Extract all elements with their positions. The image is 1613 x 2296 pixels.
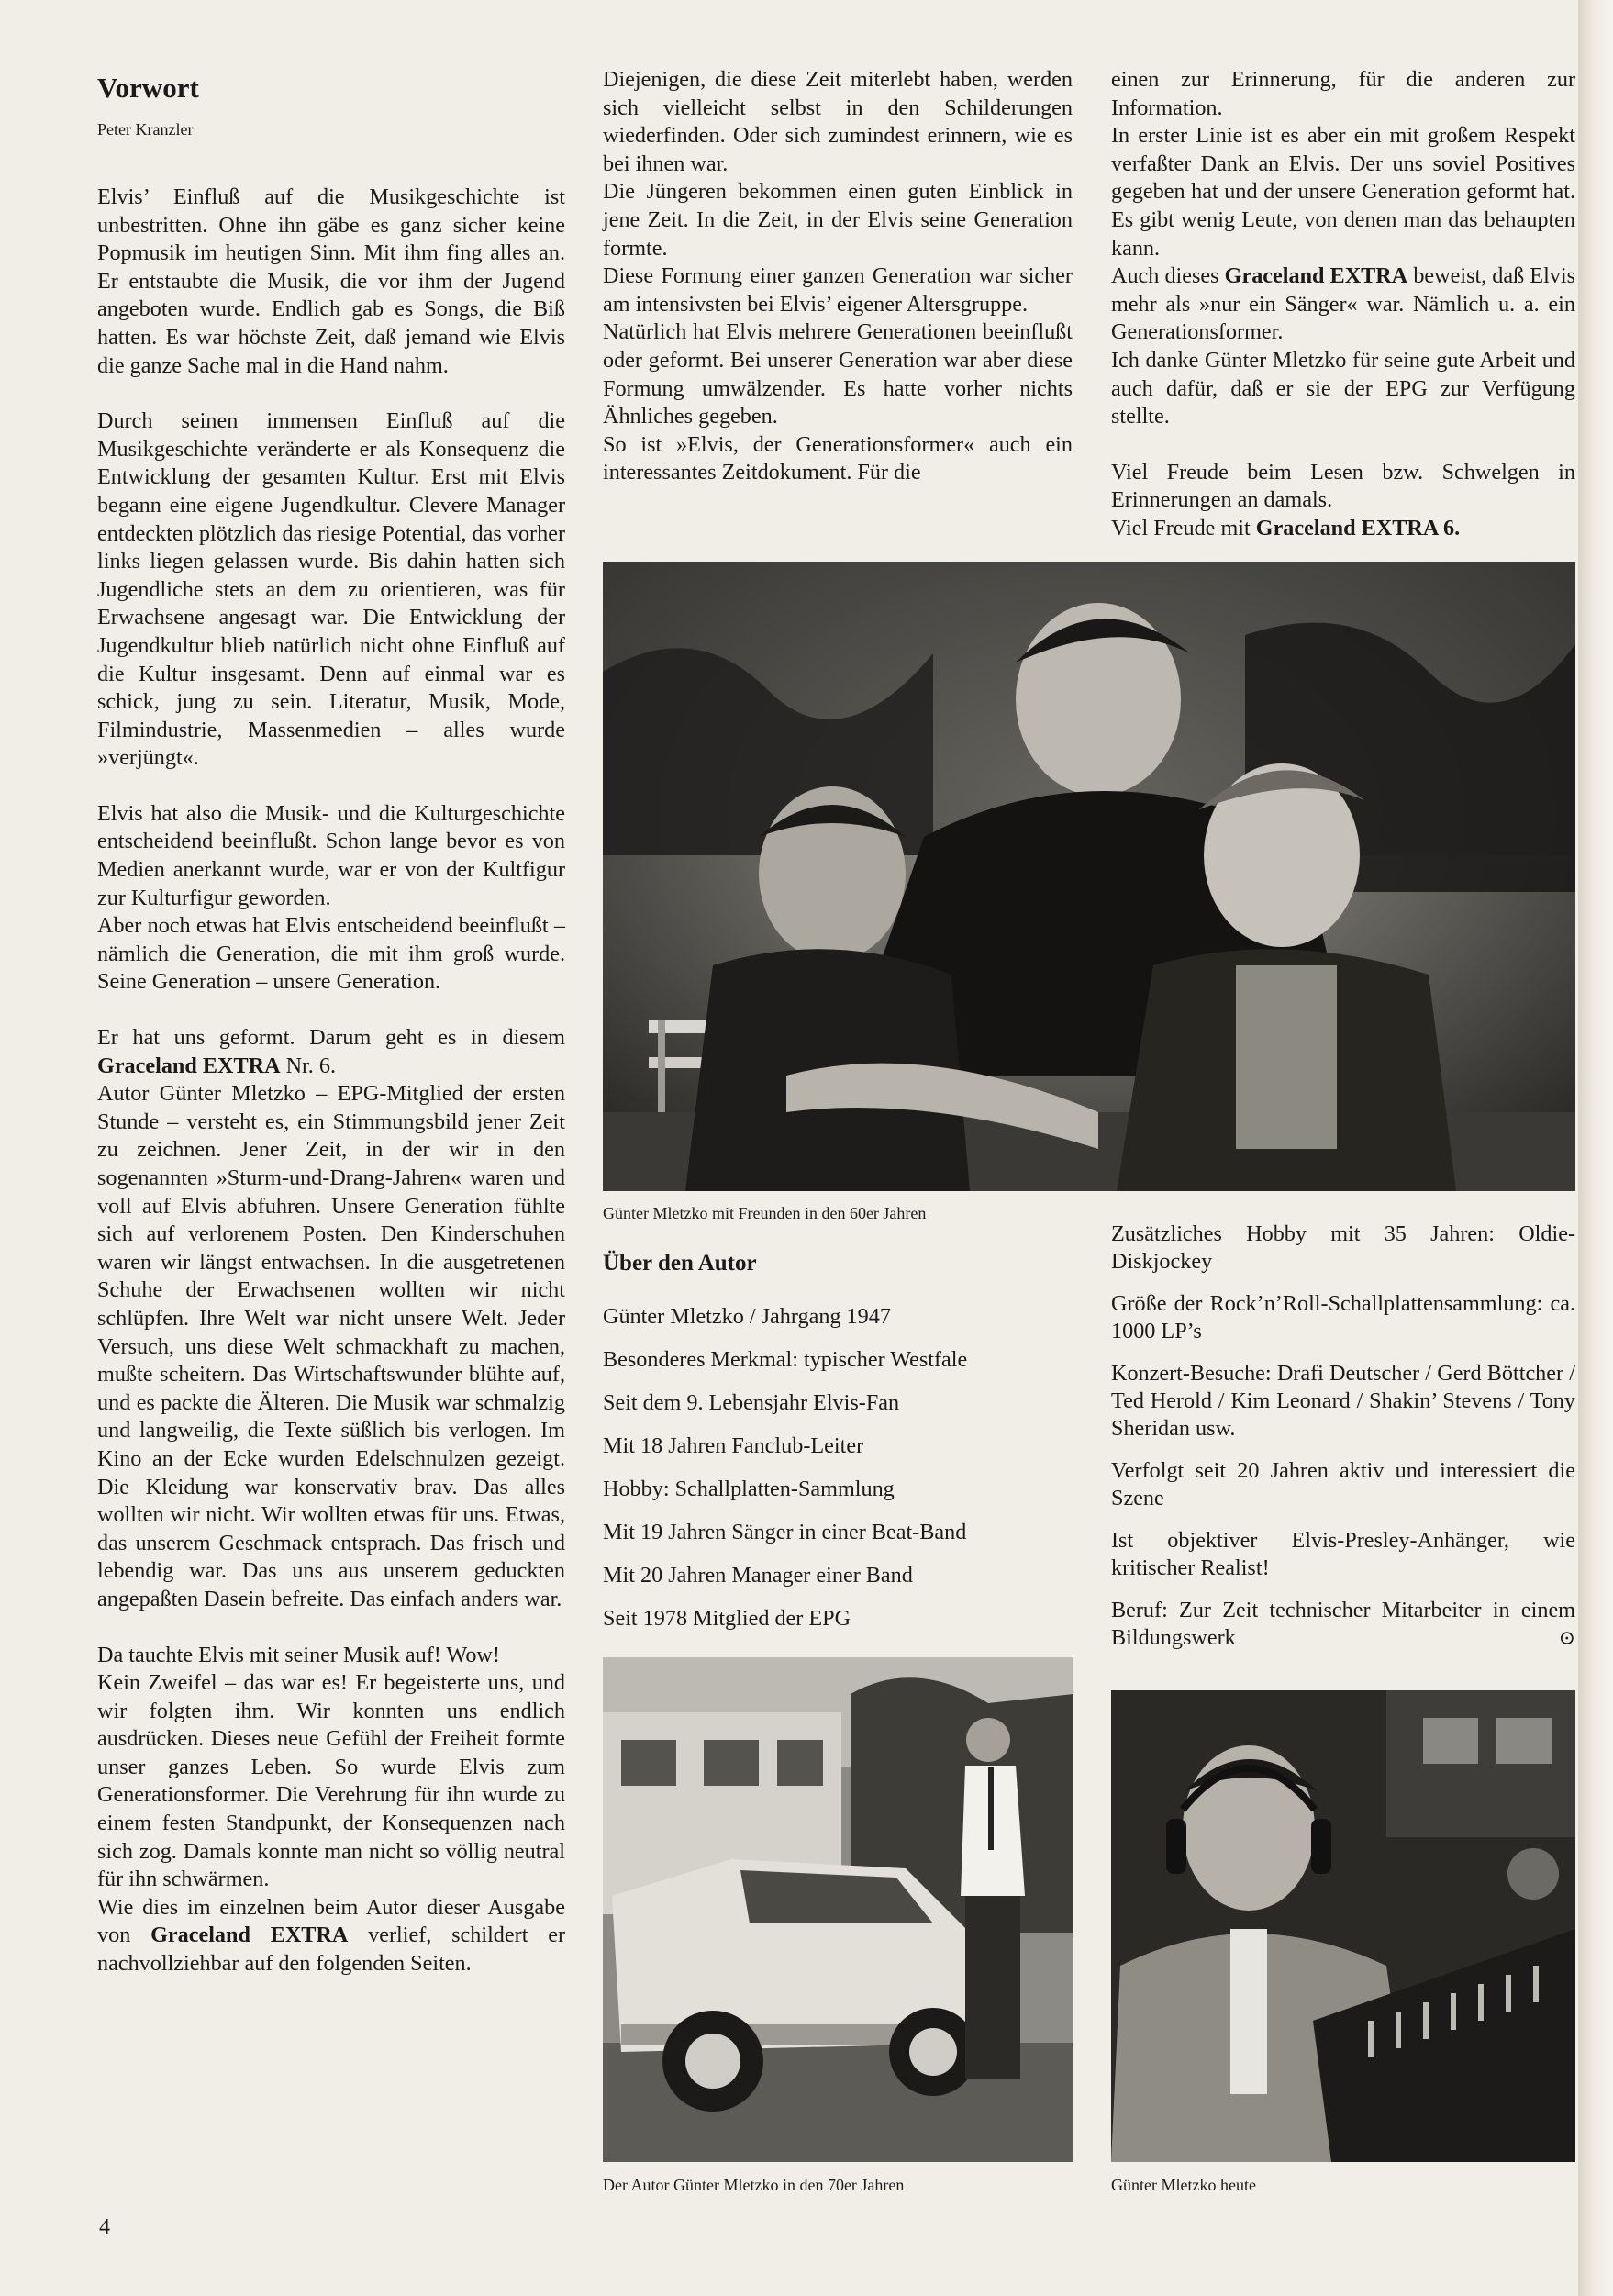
- article-byline: Peter Kranzler: [97, 120, 194, 139]
- author-fact: Günter Mletzko / Jahrgang 1947: [603, 1304, 891, 1329]
- paragraph: Elvis hat also die Musik- und die Kulturgeschichte entscheidend beeinflußt. Schon lange bevor es von Medien anerkannt wurde, war er von der Kultfigur zur Kulturfigur geworden.: [97, 800, 565, 910]
- about-author-heading: Über den Autor: [603, 1251, 757, 1276]
- paragraph: Wie dies im einzelnen beim Autor dieser Ausgabe von Graceland EXTRA verlief, schildert er nachvollziehbar auf den folgenden Seiten.: [97, 1894, 565, 1977]
- paragraph: Da tauchte Elvis mit seiner Musik auf! Wow!: [97, 1642, 500, 1667]
- author-fact: Mit 19 Jahren Sänger in einer Beat-Band: [603, 1520, 967, 1544]
- author-fact: Hobby: Schallplatten-Sammlung: [603, 1477, 895, 1501]
- paragraph: einen zur Erinnerung, für die anderen zur Information.: [1111, 67, 1575, 120]
- magazine-name: Graceland EXTRA: [97, 1053, 281, 1078]
- column-1: [97, 184, 565, 1978]
- paragraph: Er hat uns geformt. Darum geht es in diesem Graceland EXTRA Nr. 6.: [97, 1025, 565, 1078]
- magazine-name: Graceland EXTRA 6.: [1255, 515, 1461, 541]
- page-edge-shadow: [1578, 0, 1613, 2296]
- paragraph: Aber noch etwas hat Elvis entscheidend beeinflußt – nämlich die Generation, die mit ihm groß wurde. Seine Generation – unsere Generation.: [97, 913, 565, 995]
- author-fact: Größe der Rock’n’Roll-Schallplattensammlung: ca. 1000 LP’s: [1111, 1291, 1575, 1343]
- magazine-name: Graceland EXTRA: [1224, 263, 1408, 289]
- paragraph: Diese Formung einer ganzen Generation war sicher am intensivsten bei Elvis’ eigener Altersgruppe.: [603, 263, 1073, 317]
- paragraph: Auch dieses Graceland EXTRA beweist, daß Elvis mehr als »nur ein Sänger« war. Nämlich u. a. ein Generationsformer.: [1111, 263, 1576, 345]
- photo-caption-author-today: Günter Mletzko heute: [1111, 2176, 1256, 2194]
- author-fact: Konzert-Besuche: Drafi Deutscher / Gerd Böttcher / Ted Herold / Kim Leonard / Shakin’ Stevens / Tony Sheridan usw.: [1111, 1361, 1575, 1441]
- page-number: 4: [99, 2215, 110, 2239]
- column-2: [603, 66, 1073, 487]
- photo-caption-friends: Günter Mletzko mit Freunden in den 60er Jahren: [603, 1204, 927, 1222]
- author-fact: Mit 18 Jahren Fanclub-Leiter: [603, 1433, 864, 1458]
- paragraph: So ist »Elvis, der Generationsformer« auch ein interessantes Zeitdokument. Für die: [603, 431, 1073, 485]
- magazine-name: Graceland EXTRA: [150, 1923, 349, 1948]
- author-fact: Besonderes Merkmal: typischer Westfale: [603, 1347, 968, 1372]
- photo-caption-author-70s: Der Autor Günter Mletzko in den 70er Jahren: [603, 2176, 905, 2194]
- paragraph: Kein Zweifel – das war es! Er begeisterte uns, und wir folgten ihm. Wir konnten uns endlich ausdrücken. Dieses neue Gefühl der Freiheit formte unser ganzes Leben. So wurde Elvis zum Generationsformer. Die Verehrung für ihn wurde zu einem festen Standpunkt, der Konsequenzen nach sich zog. Damals konnte man nicht so völlig neutral für ihn schwärmen.: [97, 1670, 565, 1892]
- paragraph: Elvis’ Einfluß auf die Musikgeschichte ist unbestritten. Ohne ihn gäbe es ganz sicher keine Popmusik im heutigen Sinn. Mit ihm fing alles an. Er entstaubte die Musik, die vor ihm der Jugend angeboten wurde. Endlich gab es Songs, die Biß hatten. Es war höchste Zeit, daß jemand wie Elvis die ganze Sache mal in die Hand nahm.: [97, 184, 565, 378]
- paragraph: Viel Freude beim Lesen bzw. Schwelgen in Erinnerungen an damals.: [1111, 459, 1575, 513]
- end-of-article-icon: ⊙: [1558, 1626, 1575, 1649]
- author-fact: Zusätzliches Hobby mit 35 Jahren: Oldie-Diskjockey: [1111, 1221, 1575, 1274]
- paragraph: Ich danke Günter Mletzko für seine gute Arbeit und auch dafür, daß er sie der EPG zur Verfügung stellte.: [1111, 347, 1575, 429]
- column-3: [1111, 66, 1575, 543]
- paragraph: In erster Linie ist es aber ein mit großem Respekt verfaßter Dank an Elvis. Der uns soviel Positives gegeben hat und der unsere Generation geformt hat. Es gibt wenig Leute, von denen man das behaupten kann.: [1111, 123, 1575, 261]
- author-fact: Mit 20 Jahren Manager einer Band: [603, 1563, 913, 1588]
- paragraph: Durch seinen immensen Einfluß auf die Musikgeschichte veränderte er als Konsequenz die Entwicklung der gesamten Kultur. Erst mit Elvis begann eine eigene Jugendkultur. Clevere Manager entdeckten plötzlich das riesige Potential, das vorher links liegen gelassen wurde. Bis dahin hatten sich Jugendliche stets an dem zu orientieren, was für Erwachsene angesagt war. Die Entwicklung der Jugendkultur blieb natürlich nicht ohne Einfluß auf die Kultur insgesamt. Denn auf einmal war es schick, jung zu sein. Literatur, Musik, Mode, Filmindustrie, Massenmedien – alles wurde »verjüngt«.: [97, 408, 565, 771]
- paragraph: Viel Freude mit Graceland EXTRA 6.: [1111, 515, 1461, 541]
- paragraph: Natürlich hat Elvis mehrere Generationen beeinflußt oder geformt. Bei unserer Generation war aber diese Formung umwälzender. Es hatte vorher nichts Ähnliches gegeben.: [603, 319, 1073, 429]
- photo-author-70s: [603, 1657, 1073, 2162]
- paragraph: Autor Günter Mletzko – EPG-Mitglied der ersten Stunde – versteht es, ein Stimmungsbild jener Zeit zu zeichnen. Jener Zeit, in der wir in den sogenannten »Sturm-und-Drang-Jahren« waren und voll auf Elvis abfuhren. Unsere Generation fühlte sich auf verlorenem Posten. Den Kinderschuhen waren wir längst entwachsen. In die ausgetretenen Schuhe der Erwachsenen wollten wir nicht schlüpfen. Ihre Welt war nicht unsere Welt. Jeder Versuch, uns diese Welt schmackhaft zu machen, mußte scheitern. Das Wirtschaftswunder blühte auf, und es packte die Älteren. Die Musik war schmalzig und langweilig, die Texte süßlich bis verlogen. Im Kino an der Ecke wurden Edelschnulzen gezeigt. Die Kleidung war konservativ brav. Das alles wollten wir nicht. Wir wollten etwas für uns. Etwas, das unserem Geschmack entsprach. Das frisch und lebendig war. Das uns aus unserem geduckten angepaßten Dasein befreite. Das einfach anders war.: [97, 1081, 565, 1611]
- article-title: Vorwort: [97, 72, 199, 104]
- author-fact: Seit dem 9. Lebensjahr Elvis-Fan: [603, 1390, 900, 1415]
- paragraph: Die Jüngeren bekommen einen guten Einblick in jene Zeit. In die Zeit, in der Elvis seine Generation formte.: [603, 179, 1073, 261]
- author-facts-left: [603, 1303, 1080, 1648]
- photo-friends-60s: [603, 562, 1575, 1191]
- photo-author-today: [1111, 1690, 1575, 2162]
- author-fact: Beruf: Zur Zeit technischer Mitarbeiter in einem Bildungswerk ⊙: [1111, 1598, 1575, 1650]
- author-facts-right: [1111, 1220, 1575, 1666]
- paragraph: Diejenigen, die diese Zeit miterlebt haben, werden sich vielleicht selbst in den Schilderungen wiederfinden. Oder sich zumindest erinnern, wie es bei ihnen war.: [603, 67, 1073, 176]
- author-fact: Seit 1978 Mitglied der EPG: [603, 1606, 851, 1631]
- author-fact: Verfolgt seit 20 Jahren aktiv und interessiert die Szene: [1111, 1458, 1575, 1510]
- author-fact: Ist objektiver Elvis-Presley-Anhänger, wie kritischer Realist!: [1111, 1528, 1575, 1580]
